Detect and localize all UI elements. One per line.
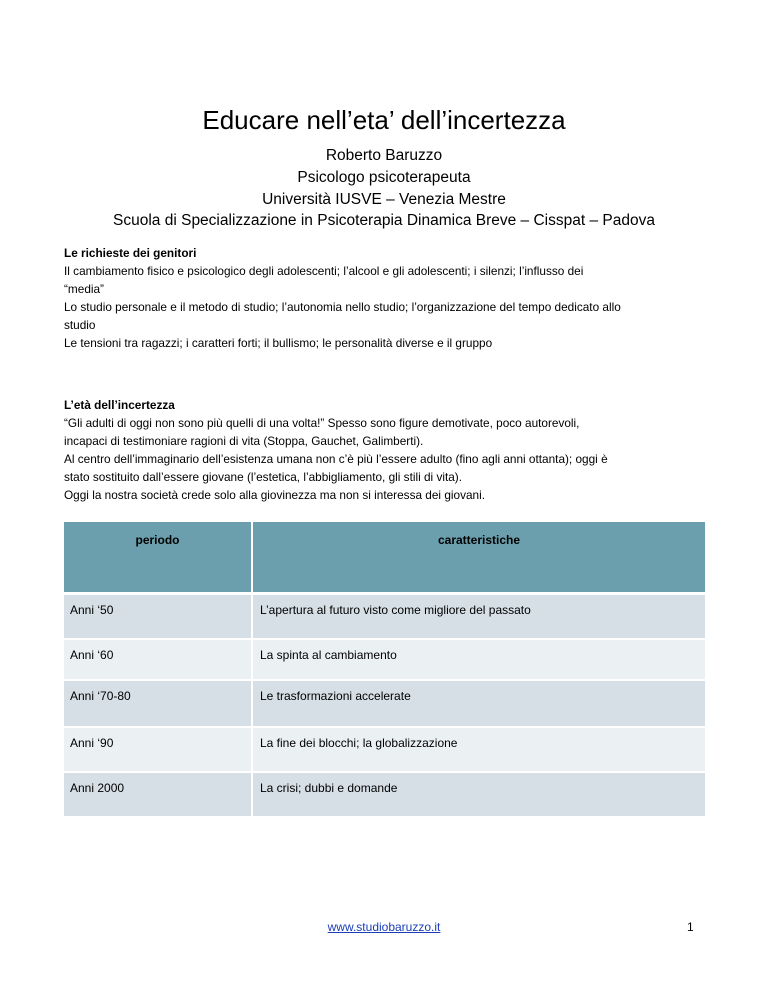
table-cell-period: Anni 2000 [64, 773, 253, 816]
paragraph-line: Oggi la nostra società crede solo alla giovinezza ma non si interessa dei giovani. [64, 488, 485, 502]
website-link[interactable]: www.studiobaruzzo.it [327, 920, 441, 934]
section-heading: L’età dell’incertezza [64, 398, 175, 412]
paragraph-line: studio [64, 318, 96, 332]
page-number: 1 [687, 920, 694, 934]
table-row [64, 681, 705, 728]
periods-table [64, 522, 705, 818]
paragraph-line: “media” [64, 282, 104, 296]
table-header-period: periodo [64, 522, 253, 592]
table-header-characteristics: caratteristiche [437, 533, 521, 547]
table-cell-period: Anni ‘50 [64, 595, 253, 638]
table-row [64, 728, 705, 773]
table-header-row [64, 522, 705, 595]
paragraph-line: Al centro dell’immaginario dell’esistenza umana non c’è più l’essere adulto (fino agli anni ottanta); oggi è [64, 452, 608, 466]
table-row [64, 595, 705, 640]
table-row [64, 773, 705, 818]
paragraph-line: Le tensioni tra ragazzi; i caratteri forti; il bullismo; le personalità diverse e il gruppo [64, 336, 493, 350]
table-cell-period: Anni ‘90 [64, 728, 253, 771]
paragraph-line: stato sostituito dall’essere giovane (l’estetica, l’abbigliamento, gli stili di vita). [64, 470, 463, 484]
paragraph-line: Lo studio personale e il metodo di studio; l’autonomia nello studio; l’organizzazione del tempo dedicato allo [64, 300, 621, 314]
table-cell-characteristics: La spinta al cambiamento [260, 648, 397, 662]
document-title: Educare nell’eta’ dell’incertezza [202, 105, 566, 135]
table-cell-characteristics: Le trasformazioni accelerate [260, 689, 411, 703]
author-profession: Psicologo psicoterapeuta [297, 169, 471, 186]
table-cell-characteristics: La crisi; dubbi e domande [260, 781, 398, 795]
paragraph-line: “Gli adulti di oggi non sono più quelli di una volta!” Spesso sono figure demotivate, poco autorevoli, [64, 416, 580, 430]
section-age-of-uncertainty [64, 396, 714, 504]
author-university: Università IUSVE – Venezia Mestre [262, 191, 506, 208]
section-heading: Le richieste dei genitori [64, 246, 197, 260]
table-cell-period: Anni ‘70-80 [64, 681, 253, 726]
author-school: Scuola di Specializzazione in Psicoterapia Dinamica Breve – Cisspat – Padova [113, 212, 655, 229]
table-cell-characteristics: L’apertura al futuro visto come migliore del passato [260, 603, 531, 617]
section-parent-requests [64, 244, 714, 352]
table-cell-characteristics: La fine dei blocchi; la globalizzazione [260, 736, 458, 750]
table-cell-period: Anni ‘60 [64, 640, 253, 679]
author-name: Roberto Baruzzo [325, 147, 443, 164]
table-row [64, 640, 705, 681]
paragraph-line: incapaci di testimoniare ragioni di vita (Stoppa, Gauchet, Galimberti). [64, 434, 424, 448]
paragraph-line: Il cambiamento fisico e psicologico degli adolescenti; l’alcool e gli adolescenti; i silenzi; l’influsso dei [64, 264, 584, 278]
